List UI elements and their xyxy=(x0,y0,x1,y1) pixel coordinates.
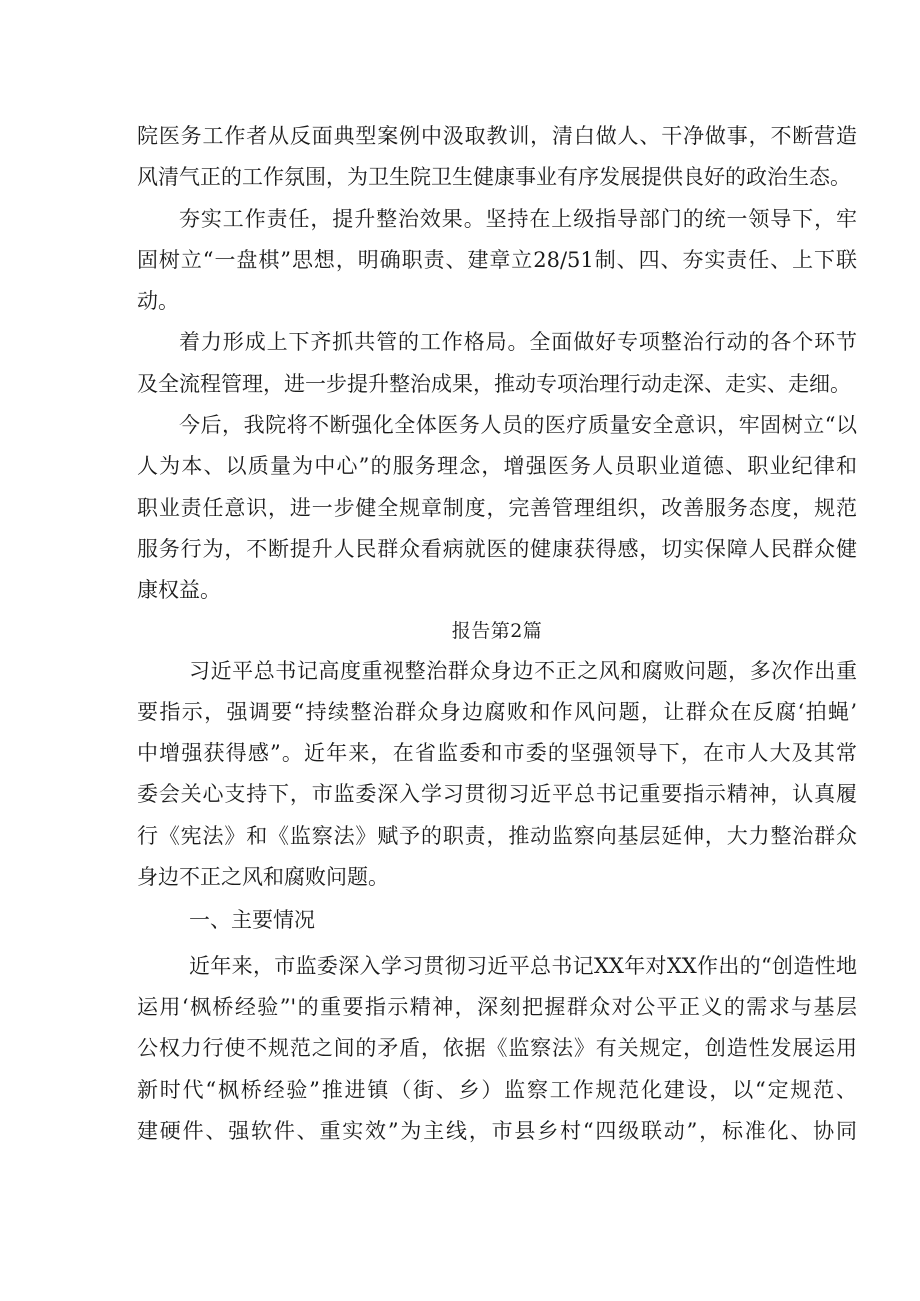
text-line: 委会关心支持下，市监委深入学习贯彻习近平总书记重要指示精神，认真履 xyxy=(137,782,857,807)
paragraph-2 xyxy=(137,199,857,323)
text-line: 着力形成上下齐抓共管的工作格局。全面做好专项整治行动的各个环节 xyxy=(179,330,857,355)
paragraph-6 xyxy=(137,946,857,1152)
text-line: 及全流程管理，进一步提升整治成果，推动专项治理行动走深、走实、走细。 xyxy=(137,371,851,396)
text-line: 康权益。 xyxy=(137,578,221,603)
text-line: 服务行为，不断提升人民群众看病就医的健康获得感，切实保障人民群众健 xyxy=(137,536,857,561)
text-line: 习近平总书记高度重视整治群众身边不正之风和腐败问题，多次作出重 xyxy=(189,658,857,683)
section-title xyxy=(137,900,857,941)
report-heading: 报告第2篇 xyxy=(451,619,543,642)
text-line: 风清气正的工作氛围，为卫生院卫生健康事业有序发展提供良好的政治生态。 xyxy=(137,165,851,190)
text-line: 职业责任意识，进一步健全规章制度，完善管理组织，改善服务态度，规范 xyxy=(137,495,857,520)
text-line: 近年来，市监委深入学习贯彻习近平总书记XX年对XX作出的“创造性地 xyxy=(189,953,857,978)
text-line: 一、主要情况 xyxy=(189,908,315,933)
text-line: 新时代“枫桥经验”推进镇（街、乡）监察工作规范化建设，以“定规范、 xyxy=(137,1077,857,1102)
text-line: 固树立“一盘棋”思想，明确职责、建章立28/51制、四、夯实责任、上下联 xyxy=(137,247,857,272)
paragraph-4 xyxy=(137,405,857,611)
text-line: 要指示，强调要“持续整治群众身边腐败和作风问题，让群众在反腐‘拍蝇’ xyxy=(137,699,857,724)
text-line: 身边不正之风和腐败问题。 xyxy=(137,865,389,890)
paragraph-3 xyxy=(137,322,857,405)
text-line: 行《宪法》和《监察法》赋予的职责，推动监察向基层延伸，大力整治群众 xyxy=(137,823,857,848)
text-line: 公权力行使不规范之间的矛盾，依据《监察法》有关规定，创造性发展运用 xyxy=(137,1036,857,1061)
document-body xyxy=(137,116,857,1152)
text-line: 运用‘枫桥经验”'的重要指示精神，深刻把握群众对公平正义的需求与基层 xyxy=(137,994,857,1019)
text-line: 中增强获得感”。近年来，在省监委和市委的坚强领导下，在市人大及其常 xyxy=(137,741,857,766)
paragraph-5 xyxy=(137,651,857,899)
text-line: 动。 xyxy=(137,289,179,314)
text-line: 院医务工作者从反面典型案例中汲取教训，清白做人、干净做事，不断营造 xyxy=(137,124,857,148)
text-line: 今后，我院将不断强化全体医务人员的医疗质量安全意识，牢固树立“以 xyxy=(179,413,857,438)
text-line: 人为本、以质量为中心”的服务理念，增强医务人员职业道德、职业纪律和 xyxy=(137,454,857,479)
paragraph-1 xyxy=(137,116,857,199)
text-line: 建硬件、强软件、重实效”为主线，市县乡村“四级联动”，标准化、协同 xyxy=(137,1118,857,1143)
text-line: 夯实工作责任，提升整治效果。坚持在上级指导部门的统一领导下，牢 xyxy=(179,206,857,231)
